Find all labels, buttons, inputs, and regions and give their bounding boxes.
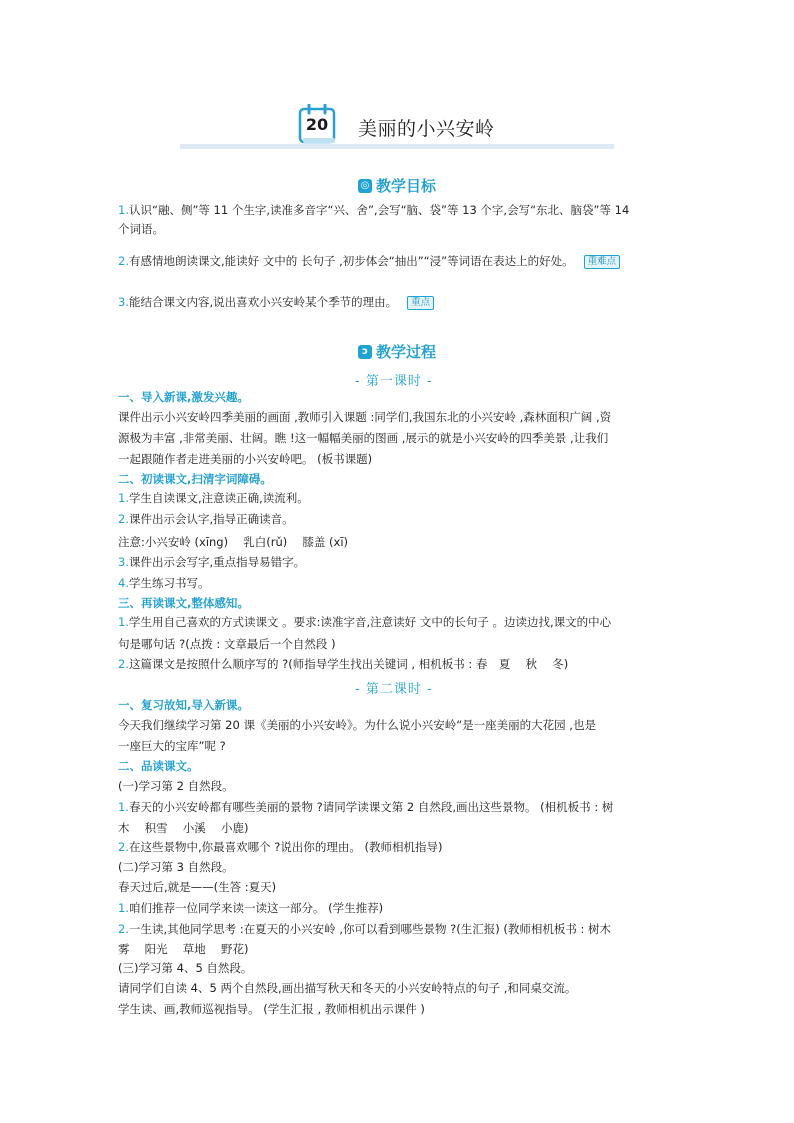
goal-2-number: 2. bbox=[118, 254, 129, 268]
lesson-title: 美丽的小兴安岭 bbox=[358, 118, 495, 140]
s1-part3-title: 三、再读课文,整体感知。 bbox=[118, 596, 249, 610]
session-2-heading: - 第二课时 - bbox=[355, 682, 433, 697]
item-number: 1. bbox=[118, 800, 129, 814]
key-point-tag: 重点 bbox=[407, 296, 434, 310]
s1-part2-item3 bbox=[118, 555, 305, 569]
lesson-number-badge bbox=[298, 104, 338, 144]
difficulty-tag: 重难点 bbox=[584, 255, 621, 269]
s1-part3-item1-line2: 句是哪句话 ?(点拨 : 文章最后一个自然段 ) bbox=[118, 637, 336, 651]
item-text: 春天的小兴安岭都有哪些美丽的景物 ?请同学读课文第 2 自然段,画出这些景物。 (相机板书 : 树 bbox=[128, 800, 614, 814]
item-number: 2. bbox=[118, 840, 129, 854]
s2-section-b-title: (二)学习第 3 自然段。 bbox=[118, 860, 234, 874]
s2-c-line2: 学生读、画,教师巡视指导。 (学生汇报 , 教师相机出示课件 ) bbox=[118, 1002, 425, 1016]
s1-part1-line2: 源极为丰富 ,非常美丽、壮阔。瞧 !这一幅幅美丽的图画 ,展示的就是小兴安岭的四季美景 ,让我们 bbox=[118, 431, 609, 445]
lesson-number: 20 bbox=[305, 115, 329, 134]
goal-3 bbox=[118, 295, 434, 310]
item-text: 学生练习书写。 bbox=[128, 576, 210, 590]
s2-b-item1 bbox=[118, 901, 383, 915]
s1-part3-item2 bbox=[118, 657, 568, 671]
s2-b-item2-line1 bbox=[118, 922, 611, 936]
s1-part2-title: 二、初读课文,扫清字词障碍。 bbox=[118, 472, 272, 486]
goal-1-text-1: 认识“融、侧”等 11 个生字,读准多音字“兴、舍”,会写“脑、袋”等 13 个字,会写“东北、脑袋”等 14 bbox=[128, 203, 630, 217]
item-text: 课件出示会认字,指导正确读音。 bbox=[128, 512, 294, 526]
item-text: 学生自读课文,注意读正确,读流利。 bbox=[128, 491, 309, 505]
process-icon: ↄ bbox=[358, 345, 372, 359]
item-number: 1. bbox=[118, 491, 129, 505]
s1-part1-line3: 一起跟随作者走进美丽的小兴安岭吧。 (板书课题) bbox=[118, 452, 373, 466]
item-text: 课件出示会写字,重点指导易错字。 bbox=[128, 555, 306, 569]
s1-part3-item1-line1 bbox=[118, 615, 611, 629]
s1-part1-line1: 课件出示小兴安岭四季美丽的画面 ,教师引入课题 :同学们,我国东北的小兴安岭 ,森林面积广阔 ,资 bbox=[118, 410, 612, 424]
goals-heading bbox=[358, 175, 436, 196]
s2-b-intro: 春天过后,就是——(生答 :夏天) bbox=[118, 880, 277, 894]
item-number: 4. bbox=[118, 576, 129, 590]
s1-part2-item2 bbox=[118, 512, 294, 526]
goal-3-text: 能结合课文内容,说出喜欢小兴安岭某个季节的理由。 bbox=[128, 295, 398, 309]
s2-c-line1: 请同学们自读 4、5 两个自然段,画出描写秋天和冬天的小兴安岭特点的句子 ,和同桌交流。 bbox=[118, 981, 577, 995]
goal-3-number: 3. bbox=[118, 295, 129, 309]
item-number: 2. bbox=[118, 657, 129, 671]
s2-part1-line1: 今天我们继续学习第 20 课《美丽的小兴安岭》。为什么说小兴安岭“是一座美丽的大花园 ,也是 bbox=[118, 718, 596, 732]
title-underline bbox=[180, 144, 614, 149]
s1-part2-note: 注意:小兴安岭 (xīng) 乳白(rǔ) 膝盖 (xī) bbox=[118, 535, 349, 549]
item-text: 咱们推荐一位同学来读一读这一部分。 (学生推荐) bbox=[128, 901, 384, 915]
goals-heading-text: 教学目标 bbox=[376, 177, 437, 195]
item-number: 1. bbox=[118, 615, 129, 629]
item-number: 1. bbox=[118, 901, 129, 915]
s2-section-c-title: (三)学习第 4、5 自然段。 bbox=[118, 961, 253, 975]
s2-a-item1-line2: 木 积雪 小溪 小鹿) bbox=[118, 821, 249, 835]
s2-a-item2 bbox=[118, 840, 443, 854]
item-number: 2. bbox=[118, 922, 129, 936]
item-text: 这篇课文是按照什么顺序写的 ?(师指导学生找出关键词 , 相机板书 : 春 夏 秋 冬) bbox=[128, 657, 569, 671]
goal-1-line1 bbox=[118, 203, 629, 217]
item-text: 在这些景物中,你最喜欢哪个 ?说出你的理由。 (教师相机指导) bbox=[128, 840, 443, 854]
s2-part2-title: 二、品读课文。 bbox=[118, 759, 199, 773]
s2-b-item2-line2: 雾 阳光 草地 野花) bbox=[118, 942, 249, 956]
s2-section-a-title: (一)学习第 2 自然段。 bbox=[118, 779, 234, 793]
process-heading-text: 教学过程 bbox=[376, 343, 437, 361]
goal-2-text: 有感情地朗读课文,能读好 文中的 长句子 ,初步体会“抽出”“浸”等词语在表达上的好处。 bbox=[128, 254, 574, 268]
item-text: 一生读,其他同学思考 :在夏天的小兴安岭 ,你可以看到哪些景物 ?(生汇报) (教师相机板书 : 树木 bbox=[128, 922, 612, 936]
s1-part2-item4 bbox=[118, 576, 209, 590]
s2-part1-title: 一、复习故知,导入新课。 bbox=[118, 698, 249, 712]
item-text: 学生用自己喜欢的方式读课文 。要求:读准字音,注意读好 文中的长句子 。边读边找,课文的中心 bbox=[128, 615, 612, 629]
goal-1-number: 1. bbox=[118, 203, 129, 217]
s2-a-item1-line1 bbox=[118, 800, 613, 814]
s2-part1-line2: 一座巨大的宝库”呢 ? bbox=[118, 739, 226, 753]
s1-part1-title: 一、导入新课,激发兴趣。 bbox=[118, 390, 249, 404]
session-1-heading: - 第一课时 - bbox=[355, 374, 433, 389]
item-number: 2. bbox=[118, 512, 129, 526]
goal-1-line2: 个词语。 bbox=[118, 222, 164, 236]
item-number: 3. bbox=[118, 555, 129, 569]
s1-part2-item1 bbox=[118, 491, 309, 505]
target-icon: ◎ bbox=[358, 179, 372, 193]
goal-2 bbox=[118, 254, 620, 269]
process-heading bbox=[358, 341, 436, 362]
